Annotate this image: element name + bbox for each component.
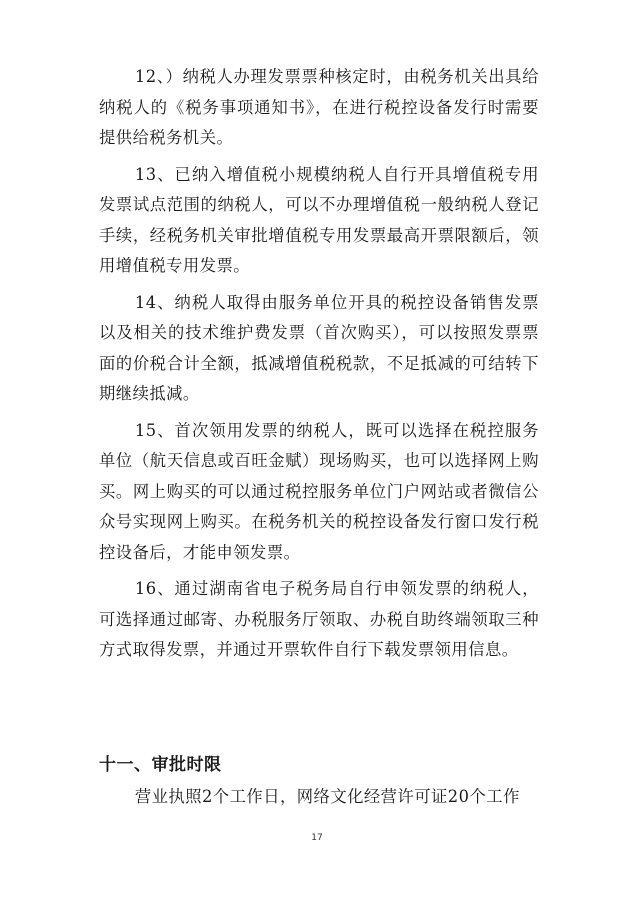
paragraph-item-15: 15、首次领用发票的纳税人，既可以选择在税控服务单位（航天信息或百旺金赋）现场购买，也可以选择网上购买。网上购买的可以通过税控服务单位门户网站或者微信公众号实现网上购买。在税务机关的税控设备发行窗口发行税控设备后，才能申领发票。 xyxy=(99,420,539,562)
page-number: 17 xyxy=(311,833,323,843)
paragraph-item-16: 16、通过湖南省电子税务局自行申领发票的纳税人，可选择通过邮寄、办税服务厅领取、办税自助终端领取三种方式取得发票，并通过开票软件自行下载发票领用信息。 xyxy=(99,579,539,659)
section-heading: 十一、审批时限 xyxy=(99,755,222,775)
paragraph-item-14: 14、纳税人取得由服务单位开具的税控设备销售发票以及相关的技术维护费发票（首次购买），可以按照发票票面的价税合计全额，抵减增值税税款，不足抵减的可结转下期继续抵减。 xyxy=(99,292,539,403)
section-paragraph: 营业执照2个工作日，网络文化经营许可证20个工作 xyxy=(134,787,520,806)
paragraph-item-12: 12、）纳税人办理发票票种核定时，由税务机关出具给纳税人的《税务事项通知书》，在进行税控设备发行时需要提供给税务机关。 xyxy=(99,67,539,147)
paragraph-item-13: 13、已纳入增值税小规模纳税人自行开具增值税专用发票试点范围的纳税人，可以不办理增值税一般纳税人登记手续，经税务机关审批增值税专用发票最高开票限额后，领用增值税专用发票。 xyxy=(99,164,539,275)
body-text xyxy=(99,62,539,666)
